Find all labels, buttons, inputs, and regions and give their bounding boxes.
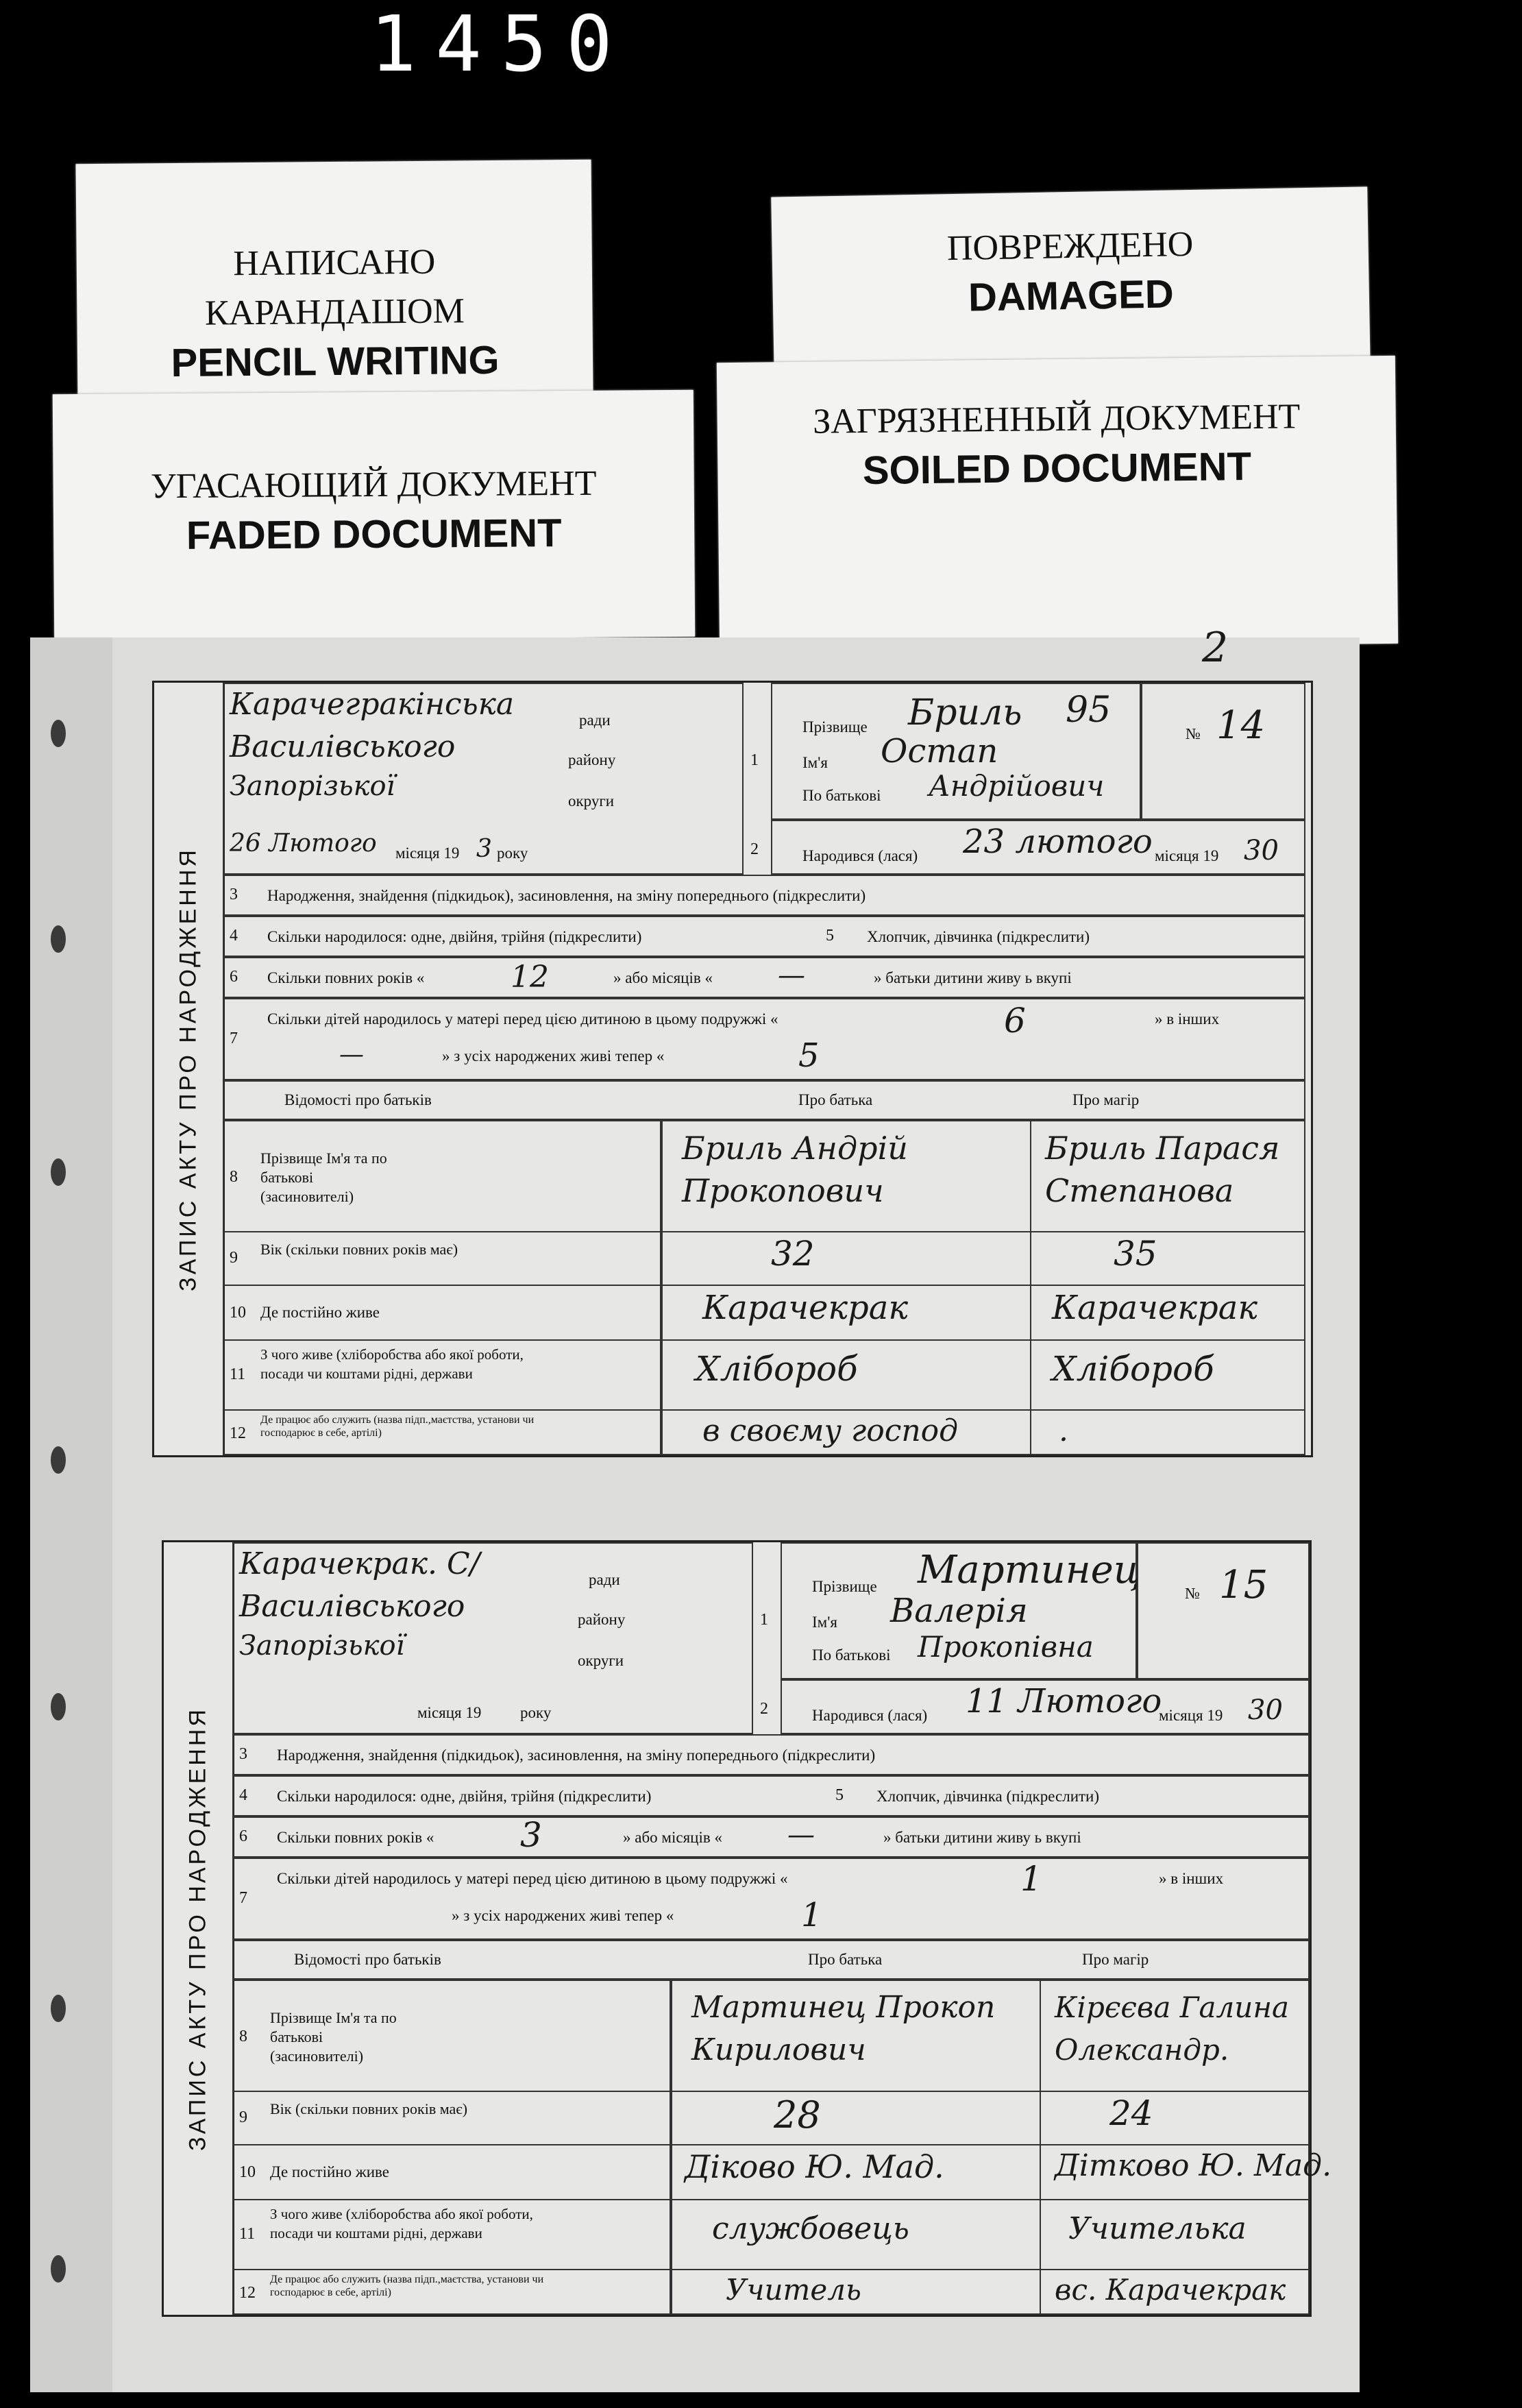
row-number: 6 <box>230 968 238 986</box>
stamp-pencil-writing <box>76 160 593 398</box>
row-7-label-c: » з усіх народжених живі тепер « <box>452 1907 674 1924</box>
record-1-mother-age: 35 <box>1114 1234 1157 1274</box>
record-2-side-title: ЗАПИС АКТУ ПРО НАРОДЖЕННЯ <box>164 1542 234 2315</box>
row-number: 6 <box>239 1827 247 1845</box>
record-1-surname: Бриль <box>908 692 1022 733</box>
binding-hole <box>51 1446 66 1474</box>
record-2-years-together: 3 <box>520 1815 542 1855</box>
record-2-rada-value: Карачекрак. С/ <box>239 1546 480 1581</box>
binding-hole <box>51 1158 66 1186</box>
record-2-surname: Мартинец <box>918 1548 1140 1592</box>
record-1-father-name: Бриль Андрій Прокопович <box>682 1130 908 1209</box>
record-1-name: Остап <box>881 732 998 770</box>
patronymic-label: По батькові <box>802 787 881 804</box>
row-9-label: Вік (скільки повних років має) <box>260 1241 458 1258</box>
record-2-father-name: Мартинец Прокоп Кирилович <box>691 1990 996 2067</box>
record-1-father-residence: Карачекрак <box>702 1289 909 1327</box>
stamp-soiled-en: SOILED DOCUMENT <box>862 444 1252 493</box>
okrug-label: округи <box>578 1652 624 1669</box>
record-2-father-residence: Діково Ю. Мад. <box>685 2148 944 2185</box>
born-month-label: місяця 19 <box>1159 1707 1223 1724</box>
binding-hole <box>51 1995 66 2022</box>
page-binding <box>30 637 112 2392</box>
row-number: 1 <box>760 1611 768 1629</box>
year-label: року <box>497 844 528 862</box>
number-label: № <box>1186 725 1201 742</box>
record-1-mother-work: . <box>1059 1413 1068 1448</box>
born-label: Народився (лася) <box>802 847 918 864</box>
row-7-label-b: » в інших <box>1159 1870 1224 1887</box>
binding-hole <box>51 720 66 747</box>
rada-label: ради <box>579 712 611 729</box>
stamp-pencil-ru-line1: НАПИСАНО <box>233 242 436 284</box>
month-label: місяця 19 <box>395 844 460 862</box>
record-1-alive: 5 <box>798 1036 820 1075</box>
record-2-children-before: 1 <box>1020 1859 1042 1899</box>
row-12-label: Де працює або служить (назва підп.,маєтства, установи чи господарює в себе, артілі) <box>270 2274 544 2298</box>
month-label: місяця 19 <box>417 1704 482 1721</box>
row-4-label: Скільки народилося: одне, двійня, трійня (підкреслити) <box>277 1788 652 1805</box>
record-1-rayon-value: Василівського <box>230 729 456 764</box>
stamp-soiled-document <box>717 356 1398 650</box>
birth-record-2 <box>162 1540 1332 2317</box>
parents-header-label: Відомості про батьків <box>294 1951 441 1968</box>
name-label: Ім'я <box>812 1614 837 1631</box>
birth-record-1 <box>152 681 1313 1457</box>
row-11-label: З чого живе (хліборобства або якої роботи, посади чи коштами рідні, держави <box>270 2206 533 2241</box>
row-6-label-c: » батьки дитини живу ь вкупі <box>874 969 1072 986</box>
row-number: 9 <box>239 2108 247 2126</box>
stamp-damaged-ru: ПОВРЕЖДЕНО <box>946 224 1194 269</box>
row-number: 10 <box>230 1304 246 1322</box>
record-2-rayon-value: Василівського <box>239 1589 465 1624</box>
row-8-label: Прізвище Ім'я та по батькові (засиновителі) <box>260 1150 387 1205</box>
row-number: 11 <box>239 2225 256 2243</box>
page-number: 2 <box>1202 624 1229 672</box>
row-11-label: З чого живе (хліборобства або якої роботи, посади чи коштами рідні, держави <box>260 1346 524 1382</box>
rayon-label: району <box>578 1611 626 1628</box>
record-1-children-before: 6 <box>1004 1001 1026 1041</box>
record-1-mother-name: Бриль Парася Степанова <box>1045 1130 1280 1209</box>
row-number: 1 <box>750 751 759 769</box>
record-2-okrug-value: Запорізької <box>239 1630 405 1662</box>
number-label: № <box>1185 1585 1200 1602</box>
row-3-label: Народження, знайдення (підкидьок), засиновлення, на зміну попереднього (підкреслити) <box>277 1747 876 1764</box>
row-3-label: Народження, знайдення (підкидьок), засиновлення, на зміну попереднього (підкреслити) <box>267 887 866 904</box>
rayon-label: району <box>568 751 616 768</box>
name-label: Ім'я <box>802 754 828 771</box>
row-number: 12 <box>230 1424 246 1442</box>
row-6-label-a: Скільки повних років « <box>267 969 425 986</box>
stamp-soiled-ru: ЗАГРЯЗНЕННЫЙ ДОКУМЕНТ <box>812 397 1301 441</box>
record-1-father-occupation: Хлібороб <box>696 1349 858 1389</box>
row-7-label-c: » з усіх народжених живі тепер « <box>442 1047 665 1065</box>
row-12-label: Де працює або служить (назва підп.,маєтства, установи чи господарює в себе, артілі) <box>260 1414 535 1439</box>
year-label: року <box>520 1704 552 1721</box>
record-1-reg-date: 26 Лютого <box>230 829 377 858</box>
row-9-label: Вік (скільки повних років має) <box>270 2100 468 2117</box>
row-number: 12 <box>239 2284 256 2302</box>
row-number: 4 <box>239 1786 247 1804</box>
record-1-patronymic: Андрійович <box>929 769 1105 803</box>
row-10-label: Де постійно живе <box>260 1304 380 1321</box>
binding-hole <box>51 2255 66 2283</box>
record-2-months-together: — <box>787 1819 815 1851</box>
record-1-okrug-value: Запорізької <box>230 770 395 802</box>
record-1-months-together: — <box>778 960 805 991</box>
row-7-label-a: Скільки дітей народилось у матері перед цією дитиною в цьому подружжі « <box>277 1870 788 1887</box>
row-5-label: Хлопчик, дівчинка (підкреслити) <box>867 928 1090 945</box>
record-1-mother-occupation: Хлібороб <box>1052 1349 1214 1389</box>
row-6-label-b: » або місяців « <box>613 969 713 986</box>
row-number: 11 <box>230 1365 246 1383</box>
row-number: 10 <box>239 2163 256 2181</box>
mother-header-label: Про магір <box>1082 1951 1149 1968</box>
row-number: 5 <box>826 927 834 945</box>
row-number: 7 <box>239 1889 247 1907</box>
born-month-label: місяця 19 <box>1155 847 1219 864</box>
born-label: Народився (лася) <box>812 1707 928 1724</box>
record-2-mother-name: Кірєєва Галина Олександр. <box>1055 1991 1290 2067</box>
archive-number: 1450 <box>370 0 632 89</box>
record-2-father-work: Учитель <box>726 2273 861 2307</box>
patronymic-label: По батькові <box>812 1646 891 1664</box>
record-1-years-together: 12 <box>511 960 549 995</box>
record-2-mother-age: 24 <box>1109 2093 1153 2133</box>
okrug-label: округи <box>568 792 615 810</box>
surname-label: Прізвище <box>802 718 868 735</box>
row-7-label-a: Скільки дітей народилось у матері перед цією дитиною в цьому подружжі « <box>267 1010 778 1027</box>
row-number: 3 <box>230 886 238 903</box>
stamp-faded-en: FADED DOCUMENT <box>186 511 562 558</box>
row-number: 8 <box>230 1168 238 1186</box>
row-number: 2 <box>750 840 759 858</box>
rada-label: ради <box>589 1571 620 1588</box>
row-10-label: Де постійно живе <box>270 2163 389 2180</box>
row-number: 2 <box>760 1700 768 1718</box>
row-7-label-b: » в інших <box>1155 1010 1220 1027</box>
record-1-born: 23 лютого <box>963 823 1153 861</box>
binding-hole <box>51 925 66 953</box>
stamp-faded-ru: УГАСАЮЩИЙ ДОКУМЕНТ <box>150 463 597 507</box>
record-1-rada-value: Карачегракінська <box>230 687 515 722</box>
row-number: 7 <box>230 1030 238 1047</box>
surname-label: Прізвище <box>812 1578 877 1595</box>
record-1-mother-residence: Карачекрак <box>1052 1289 1258 1327</box>
row-number: 9 <box>230 1249 238 1267</box>
record-1-reg-year: 3 <box>476 835 492 863</box>
record-2-alive: 1 <box>801 1896 822 1934</box>
row-8-label: Прізвище Ім'я та по батькові (засиновителі) <box>270 2009 397 2065</box>
record-2-name: Валерія <box>890 1592 1028 1630</box>
row-6-label-c: » батьки дитини живу ь вкупі <box>883 1829 1081 1846</box>
record-2-number: 15 <box>1219 1563 1268 1607</box>
record-2-father-age: 28 <box>774 2093 821 2137</box>
record-1-code: 95 <box>1066 690 1112 731</box>
record-1-born-year: 30 <box>1244 835 1279 866</box>
record-1-number: 14 <box>1216 703 1266 748</box>
record-2-born-year: 30 <box>1248 1694 1283 1726</box>
row-number: 5 <box>835 1786 844 1804</box>
mother-header-label: Про магір <box>1072 1091 1140 1108</box>
record-2-born: 11 Лютого <box>966 1682 1162 1720</box>
father-header-label: Про батька <box>798 1091 873 1108</box>
record-1-father-age: 32 <box>771 1234 815 1274</box>
binding-hole <box>51 1693 66 1720</box>
record-1-father-work: в своєму господ <box>702 1413 959 1448</box>
record-2-father-occupation: службовець <box>712 2211 909 2246</box>
record-2-patronymic: Прокопівна <box>918 1630 1094 1664</box>
stamp-damaged-en: DAMAGED <box>968 271 1175 320</box>
stamp-pencil-en: PENCIL WRITING <box>171 337 500 386</box>
father-header-label: Про батька <box>808 1951 883 1968</box>
row-5-label: Хлопчик, дівчинка (підкреслити) <box>876 1788 1100 1805</box>
row-number: 3 <box>239 1745 247 1763</box>
row-number: 8 <box>239 2028 247 2045</box>
stamp-pencil-ru-line2: КАРАНДАШОМ <box>204 291 465 333</box>
row-number: 4 <box>230 927 238 945</box>
row-6-label-a: Скільки повних років « <box>277 1829 434 1846</box>
record-2-mother-work: вс. Карачекрак <box>1055 2273 1286 2307</box>
record-1-side-title: ЗАПИС АКТУ ПРО НАРОДЖЕННЯ <box>154 683 225 1455</box>
row-4-label: Скільки народилося: одне, двійня, трійня (підкреслити) <box>267 928 642 945</box>
stamp-faded-document <box>53 390 695 642</box>
record-1-children-other: — <box>339 1041 364 1069</box>
row-6-label-b: » або місяців « <box>623 1829 722 1846</box>
record-2-mother-occupation: Учителька <box>1068 2211 1247 2246</box>
parents-header-label: Відомості про батьків <box>284 1091 432 1108</box>
record-2-mother-residence: Дітково Ю. Мад. <box>1055 2148 1332 2183</box>
